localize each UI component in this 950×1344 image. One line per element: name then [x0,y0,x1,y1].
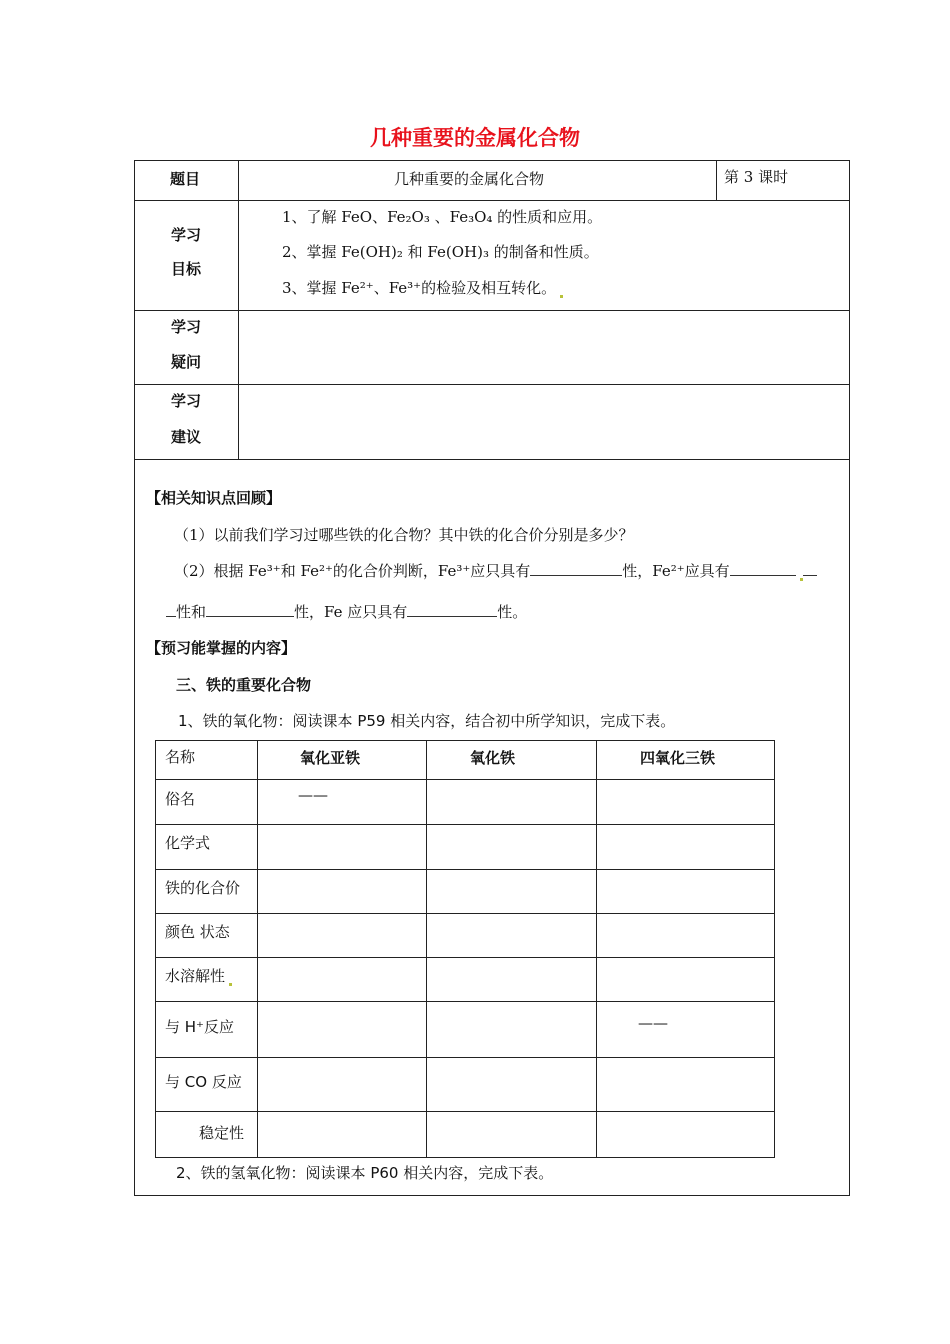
review-heading: 【相关知识点回顾】 [146,489,282,507]
table-header-feo: 氧化亚铁 [300,749,361,767]
oxide-table [155,740,775,1158]
table-row-stability: 稳定性 [199,1124,245,1142]
review-question-2-cont: 性和 性，Fe 应只具有 性。 [166,601,527,622]
table-row-valence: 铁的化合价 [165,879,241,897]
advice-label-2: 建议 [171,428,202,446]
goal-item-2: 2、掌握 Fe(OH)₂ 和 Fe(OH)₃ 的制备和性质。 [282,243,599,261]
table-row-color-state: 颜色 状态 [165,923,230,941]
goals-label-1: 学习 [171,226,202,244]
review-question-1: （1）以前我们学习过哪些铁的化合物？其中铁的化合价分别是多少？ [174,526,634,544]
table-row-solubility: 水溶解性 [165,965,232,986]
table-header-fe2o3: 氧化铁 [470,749,516,767]
page-title: 几种重要的金属化合物 [370,126,580,150]
oxide-instruction: 1、铁的氧化物：阅读课本 P59 相关内容，结合初中所学知识，完成下表。 [178,712,676,730]
table-cell-dash: —— [298,786,328,804]
hydroxide-instruction: 2、铁的氢氧化物：阅读课本 P60 相关内容，完成下表。 [176,1164,554,1182]
lesson-number: 第 3 课时 [724,168,789,186]
review-question-2: （2）根据 Fe³⁺和 Fe²⁺的化合价判断，Fe³⁺应只具有 性，Fe²⁺应具有 [174,560,817,581]
section-heading: 三、铁的重要化合物 [176,676,312,694]
goals-label-2: 目标 [171,260,202,278]
topic-label: 题目 [170,170,201,188]
table-header-name: 名称 [165,748,196,766]
table-row-acid-reaction: 与 H⁺反应 [165,1018,234,1036]
preview-heading: 【预习能掌握的内容】 [146,639,297,657]
table-row-co-reaction: 与 CO 反应 [165,1073,242,1091]
table-header-fe3o4: 四氧化三铁 [640,749,716,767]
goal-item-3: 3、掌握 Fe²⁺、Fe³⁺的检验及相互转化。 [282,277,563,298]
table-row-formula: 化学式 [165,834,211,852]
questions-label-2: 疑问 [171,353,202,371]
goal-item-1: 1、了解 FeO、Fe₂O₃ 、Fe₃O₄ 的性质和应用。 [282,208,603,226]
advice-label-1: 学习 [171,392,202,410]
topic-value: 几种重要的金属化合物 [394,170,545,188]
table-cell-dash-2: —— [638,1014,668,1032]
questions-label-1: 学习 [171,318,202,336]
table-row-common-name: 俗名 [165,790,196,808]
